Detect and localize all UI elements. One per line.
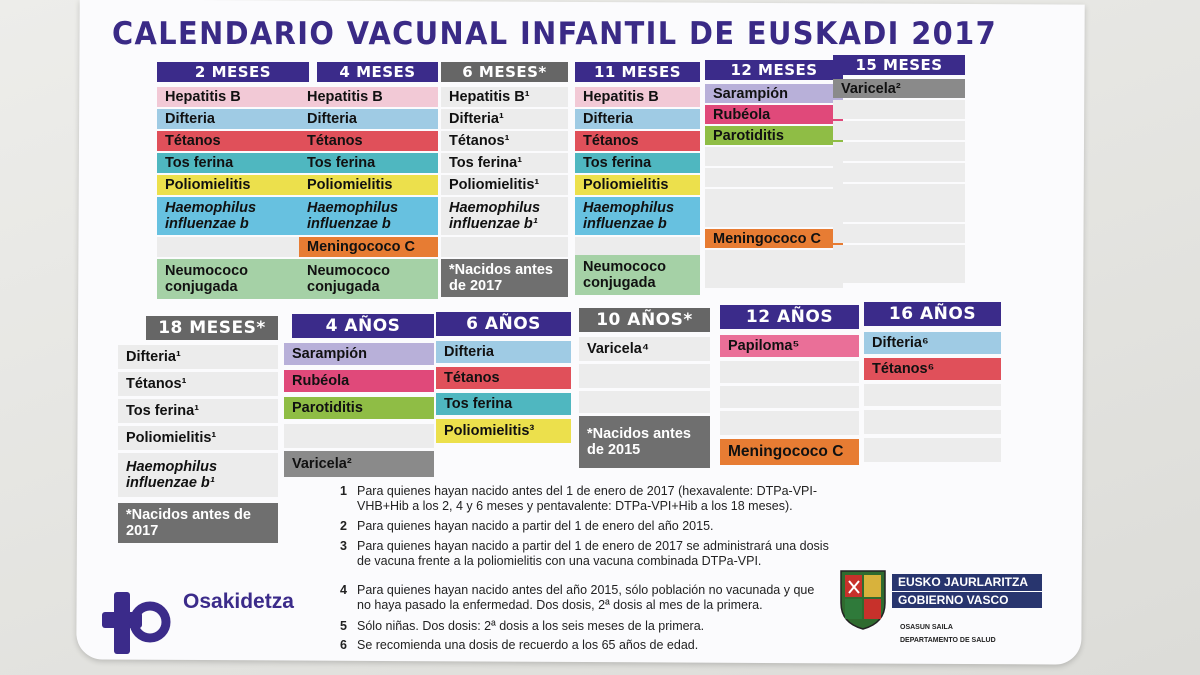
footnote-text: Sólo niñas. Dos dosis: 2ª dosis a los seis meses de la primera.: [357, 619, 705, 633]
empty-cell: [864, 410, 1001, 434]
empty-cell: [833, 224, 965, 243]
footnote-text: Para quienes hayan nacido a partir del 1 de enero del año 2015.: [357, 519, 714, 533]
vaccine-cell: Sarampión: [284, 343, 434, 365]
vaccine-cell: Tos ferina: [157, 153, 309, 173]
column-12-meses: [705, 60, 843, 300]
column-header: 12 AÑOS: [720, 305, 859, 329]
empty-cell: [864, 438, 1001, 462]
empty-cell: [579, 391, 710, 413]
vaccine-cell: Tétanos: [575, 131, 700, 151]
vaccine-cell: Tétanos: [157, 131, 309, 151]
empty-cell: [284, 424, 434, 448]
vaccine-cell: Haemophilus influenzae b¹: [441, 197, 568, 235]
vaccine-cell: Meningococo C: [720, 439, 859, 465]
vaccine-cell: Difteria¹: [441, 109, 568, 129]
vaccine-cell: Parotiditis: [284, 397, 434, 419]
footnote-cell: *Nacidos antes de 2017: [118, 503, 278, 543]
column-header: 6 MESES*: [441, 62, 568, 82]
empty-cell: [705, 168, 843, 187]
vaccine-cell: Tos ferina: [436, 393, 571, 415]
vaccine-cell: Tétanos¹: [118, 372, 278, 396]
footnote-number: 2: [340, 519, 347, 533]
vaccine-cell: Poliomielitis: [157, 175, 309, 195]
vaccine-cell: Varicela²: [833, 79, 965, 98]
column-header: 4 AÑOS: [292, 314, 434, 338]
empty-cell: [720, 411, 859, 435]
footnote-number: 5: [340, 619, 347, 633]
vaccine-cell: Tétanos¹: [441, 131, 568, 151]
vaccine-cell: Tétanos: [299, 131, 438, 151]
column-6-meses: [441, 62, 568, 302]
footnote-number: 4: [340, 583, 347, 597]
empty-cell: [864, 384, 1001, 406]
vaccine-cell: Rubéola: [705, 105, 843, 124]
osakidetza-logo-icon: [102, 588, 174, 658]
vaccine-cell: Haemophilus influenzae b¹: [118, 453, 278, 497]
gov-line-2: GOBIERNO VASCO: [892, 591, 1042, 608]
column-header: 15 MESES: [833, 55, 965, 75]
vaccine-cell: Tos ferina¹: [118, 399, 278, 423]
column-16-anos: [864, 302, 1001, 472]
column-15-meses: [833, 55, 965, 295]
footnote-number: 3: [340, 539, 347, 553]
column-10-anos: [579, 308, 710, 478]
gov-line-1: EUSKO JAURLARITZA: [892, 574, 1042, 591]
vaccine-cell: Parotiditis: [705, 126, 843, 145]
vaccine-cell: Neumococo conjugada: [575, 255, 700, 295]
empty-cell: [833, 100, 965, 119]
footnote-cell: *Nacidos antes de 2015: [579, 416, 710, 468]
footnote-text: Para quienes hayan nacido antes del año 2015, sólo población no vacunada y que no haya pasado la enfermedad. Dos dosis, 2ª dosis al mes de la primera.: [357, 583, 815, 612]
vaccine-cell: Difteria¹: [118, 345, 278, 369]
column-header: 16 AÑOS: [864, 302, 1001, 326]
vaccine-cell: Hepatitis B: [299, 87, 438, 107]
column-6-anos: [436, 312, 571, 482]
vaccine-cell: Meningococo C: [299, 237, 438, 257]
column-header: 2 MESES: [157, 62, 309, 82]
vaccine-cell: Poliomielitis¹: [118, 426, 278, 450]
empty-cell: [833, 142, 965, 161]
empty-cell: [705, 147, 843, 166]
gov-department-basque: OSASUN SAILA: [900, 624, 953, 631]
column-header: 4 MESES: [317, 62, 438, 82]
vaccine-cell: Poliomielitis: [575, 175, 700, 195]
vaccine-cell: Difteria: [436, 341, 571, 363]
column-12-anos: [720, 305, 859, 475]
vaccine-cell: Tos ferina: [299, 153, 438, 173]
empty-cell: [579, 364, 710, 388]
empty-cell: [705, 250, 843, 288]
vaccine-cell: Hepatitis B: [157, 87, 309, 107]
vaccine-cell: Hepatitis B: [575, 87, 700, 107]
column-header: 11 MESES: [575, 62, 700, 82]
empty-cell: [720, 361, 859, 383]
column-header: 18 MESES*: [146, 316, 278, 340]
column-header: 12 MESES: [705, 60, 843, 80]
footnote-text: Para quienes hayan nacido a partir del 1 de enero de 2017 se administrará una dosis de vacuna frente a la poliomielitis con una vacuna combinada DTPa-VPI.: [357, 539, 829, 568]
vaccine-cell: Tos ferina: [575, 153, 700, 173]
footnote-number: 6: [340, 638, 347, 652]
vaccine-cell: Difteria: [157, 109, 309, 129]
empty-cell: [833, 184, 965, 222]
vaccine-cell: Hepatitis B¹: [441, 87, 568, 107]
vaccine-cell: Meningococo C: [705, 229, 843, 248]
column-2-meses: [157, 62, 309, 302]
page-title: CALENDARIO VACUNAL INFANTIL DE EUSKADI 2017: [112, 16, 998, 52]
vaccine-cell: Haemophilus influenzae b: [157, 197, 309, 235]
basque-government-emblem-icon: [835, 567, 891, 631]
empty-cell: [157, 237, 309, 257]
column-18-meses: [118, 316, 278, 561]
footnote-number: 1: [340, 484, 347, 498]
vaccine-cell: Poliomielitis³: [436, 419, 571, 443]
footnote-cell: *Nacidos antes de 2017: [441, 259, 568, 297]
osakidetza-name: Osakidetza: [183, 590, 294, 613]
vaccine-cell: Neumococo conjugada: [299, 259, 438, 299]
empty-cell: [833, 163, 965, 182]
vaccine-cell: Tétanos: [436, 367, 571, 389]
footnote-text: Para quienes hayan nacido antes del 1 de enero de 2017 (hexavalente: DTPa-VPI-VHB+Hib a los 2, 4 y 6 meses y pentavalente: DTPa-VPI+Hib a los 18 meses).: [357, 484, 818, 513]
vaccine-cell: Varicela⁴: [579, 337, 710, 361]
column-header: 6 AÑOS: [436, 312, 571, 336]
vaccine-cell: Difteria⁶: [864, 332, 1001, 354]
vaccine-cell: Difteria: [299, 109, 438, 129]
column-4-meses: [299, 62, 438, 302]
column-11-meses: [575, 62, 700, 302]
vaccine-cell: Tos ferina¹: [441, 153, 568, 173]
vaccine-cell: Haemophilus influenzae b: [575, 197, 700, 235]
empty-cell: [833, 121, 965, 140]
empty-cell: [705, 189, 843, 227]
vaccine-cell: Varicela²: [284, 451, 434, 477]
vaccine-cell: Poliomielitis: [299, 175, 438, 195]
empty-cell: [720, 386, 859, 408]
vaccine-cell: Rubéola: [284, 370, 434, 392]
column-4-anos: [284, 314, 434, 484]
vaccine-cell: Difteria: [575, 109, 700, 129]
vaccine-cell: Haemophilus influenzae b: [299, 197, 438, 235]
vaccine-cell: Neumococo conjugada: [157, 259, 309, 299]
gov-department-spanish: DEPARTAMENTO DE SALUD: [900, 637, 996, 644]
vaccine-cell: Sarampión: [705, 84, 843, 103]
vaccine-cell: Poliomielitis¹: [441, 175, 568, 195]
empty-cell: [833, 245, 965, 283]
footnote-text: Se recomienda una dosis de recuerdo a los 65 años de edad.: [357, 638, 699, 652]
column-header: 10 AÑOS*: [579, 308, 710, 332]
empty-cell: [575, 237, 700, 257]
vaccine-cell: Tétanos⁶: [864, 358, 1001, 380]
vaccine-cell: Papiloma⁵: [720, 335, 859, 357]
empty-cell: [441, 237, 568, 257]
